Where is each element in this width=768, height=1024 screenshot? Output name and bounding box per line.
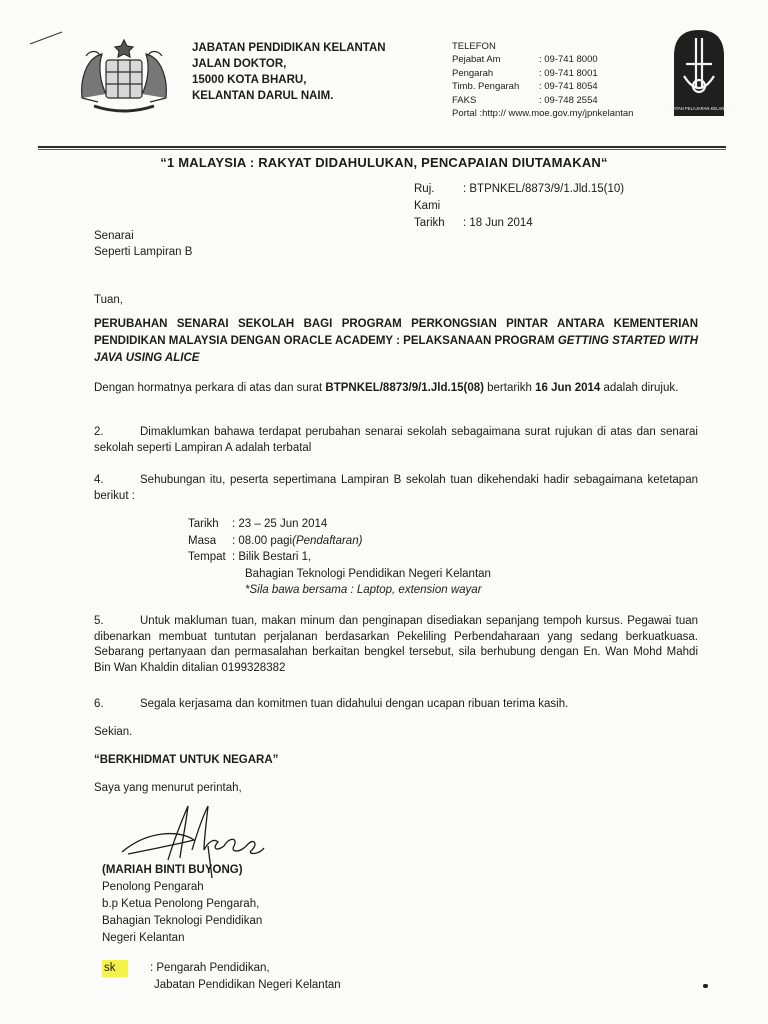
contact-label: Timb. Pengarah [452,81,520,93]
salutation: Tuan, [94,294,123,306]
cc-line: Jabatan Pendidikan Negeri Kelantan [154,979,341,991]
subject-text: PERUBAHAN SENARAI SEKOLAH BAGI PROGRAM PERKONGSIAN PINTAR ANTARA KEMENTERIAN PENDIDIKAN MALAYSIA DENGAN ORACLE ACADEMY : PELAKSANAAN PROGRAM [94,318,698,347]
paragraph-number: 5. [94,615,104,627]
ink-dot [703,984,708,988]
detail-label: Tarikh [188,518,219,530]
paragraph-2 [94,424,698,456]
contact-label: Pengarah [452,67,494,79]
signatory-name: (MARIAH BINTI BUYONG) [102,864,243,876]
detail-value: Bahagian Teknologi Pendidikan Negeri Kelantan [245,567,491,580]
date-label: Tarikh [414,217,445,229]
recipient-block [94,228,192,260]
logo-text: JABATAN PELAJARAN KELANTAN [666,106,732,111]
detail-value: : 23 – 25 Jun 2014 [232,518,328,530]
letter-reference: BTPNKEL/8873/9/1.Jld.15(08) [325,382,484,394]
jpn-kelantan-logo [666,26,732,120]
contact-value: : 09-748 2554 [539,94,598,106]
recipient-line: Senarai [94,230,134,242]
carbon-copy-block [102,960,341,994]
paragraph-5 [94,614,698,676]
text: bertarikh [483,382,536,394]
address-line: KELANTAN DARUL NAIM. [192,90,334,102]
text: adalah dirujuk. [600,382,679,394]
paragraph-text: Segala kerjasama dan komitmen tuan didahului dengan ucapan ribuan terima kasih. [140,698,569,710]
ref-label: Ruj. Kami [414,183,441,212]
recipient-line: Seperti Lampiran B [94,246,193,258]
paragraph-text: Sehubungan itu, peserta sepertimana Lampiran B sekolah tuan dikehendaki hadir sebagaimana ketetapan berikut : [94,474,698,502]
coat-of-arms-logo [72,36,176,120]
paragraph-number: 4. [94,474,104,486]
ref-value: : BTPNKEL/8873/9/1.Jld.15(10) [463,183,625,195]
office-address [192,40,386,104]
cc-label: sk [102,960,128,977]
contact-row [452,67,633,80]
contact-label: FAKS [452,94,477,106]
paragraph-1 [94,380,698,396]
contact-row [452,94,633,107]
paragraph-4 [94,472,698,504]
order-line: Saya yang menurut perintah, [94,782,242,794]
detail-label: Tempat [188,551,226,563]
cc-line: : Pengarah Pendidikan, [150,962,270,974]
detail-value: : Bilik Bestari 1, [232,551,312,563]
header-divider [38,146,726,148]
contact-row [452,80,633,93]
detail-label: Masa [188,534,217,547]
portal-url: Portal :http:// www.moe.gov.my/jpnkelantan [452,108,634,120]
contact-value: : 09-741 8000 [539,54,598,66]
paragraph-number: 2. [94,426,104,438]
detail-note: (Pendaftaran) [292,534,363,547]
detail-note: *Sila bawa bersama : Laptop, extension wayar [245,584,482,596]
contact-value: : 09-741 8054 [539,81,598,93]
pen-mark [26,28,66,48]
paragraph-number: 6. [94,698,104,710]
signatory-line: b.p Ketua Penolong Pengarah, [102,898,260,910]
contact-value: : 09-741 8001 [539,67,598,79]
letter-date: 16 Jun 2014 [535,382,601,394]
detail-value: : 08.00 pagi [232,534,293,547]
text: Dengan hormatnya perkara di atas dan surat [94,382,326,394]
contact-title: TELEFON [452,41,496,52]
schedule-details [188,516,491,599]
subject-italic-text: GETTING STARTED WITH JAVA USING ALICE [94,335,698,364]
address-line: 15000 KOTA BHARU, [192,74,307,86]
contact-row [452,53,633,66]
motto: “1 MALAYSIA : RAKYAT DIDAHULUKAN, PENCAPAIAN DIUTAMAKAN“ [160,155,608,170]
paragraph-6 [94,696,698,712]
contact-block [452,40,633,120]
closing: Sekian. [94,726,133,738]
header-divider-thin [38,149,726,150]
address-line: JABATAN PENDIDIKAN KELANTAN [192,42,386,54]
date-value: : 18 Jun 2014 [463,217,533,229]
slogan: “BERKHIDMAT UNTUK NEGARA” [94,754,279,766]
paragraph-text: Dimaklumkan bahawa terdapat perubahan senarai sekolah sebagaimana surat rujukan di atas dan senarai sekolah seperti Lampiran A adalah terbatal [94,426,698,454]
address-line: JALAN DOKTOR, [192,58,287,70]
signatory-block [102,862,262,947]
paragraph-text: Untuk makluman tuan, makan minum dan penginapan disediakan sepanjang tempoh kursus. Pegawai tuan dibenarkan membuat tuntutan perjalanan berdasarkan Pekeliling Perbendaharaan yang sedang berkuatkuasa. Sebarang pertanyaan dan permasalahan berkaitan bengkel tersebut, sila berhubung dengan En. Wan Mohd Mahdi Bin Wan Khaldin ditalian 0199328382 [94,615,698,674]
contact-label: Pejabat Am [452,54,501,66]
signatory-line: Penolong Pengarah [102,881,204,893]
subject-heading [94,316,698,367]
reference-block [414,181,624,232]
signatory-line: Bahagian Teknologi Pendidikan [102,915,263,927]
signatory-line: Negeri Kelantan [102,932,185,944]
